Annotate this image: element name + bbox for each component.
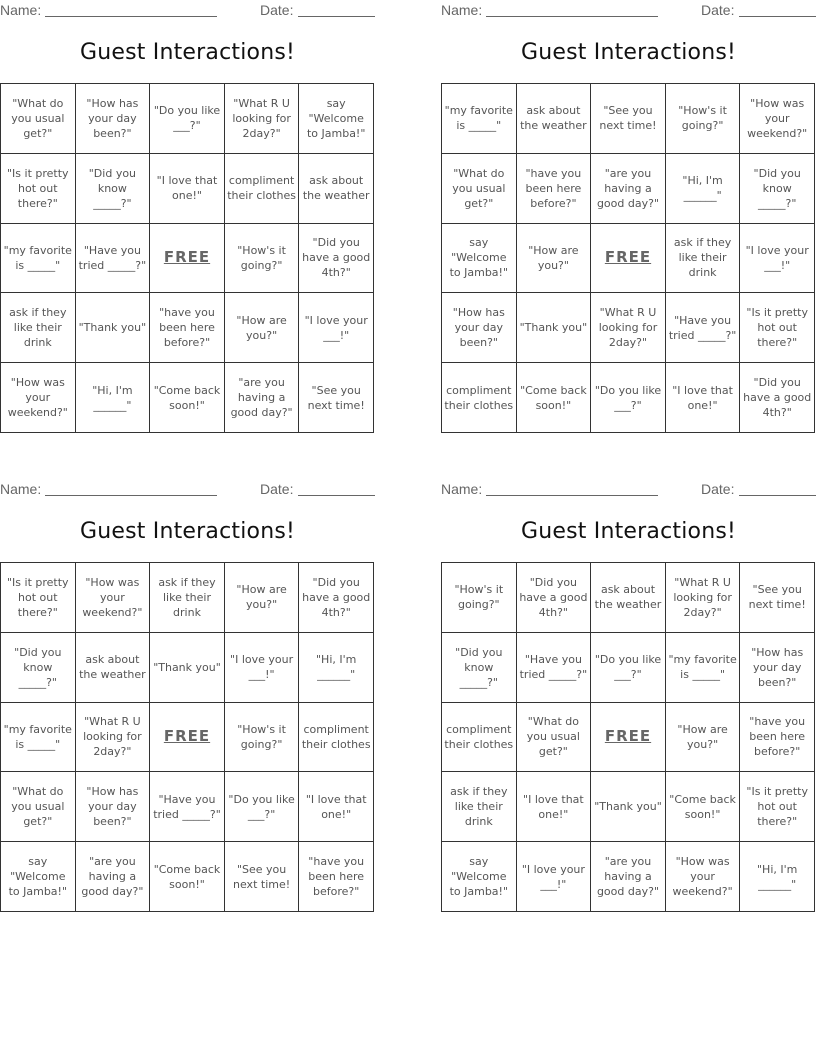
bingo-cell: "have you been here before?" bbox=[299, 842, 374, 912]
bingo-card bbox=[0, 0, 375, 440]
free-space-cell: FREE bbox=[150, 224, 225, 294]
bingo-cell: say "Welcome to Jamba!" bbox=[1, 842, 76, 912]
bingo-cell: "Thank you" bbox=[591, 772, 666, 842]
bingo-cell: "How has your day been?" bbox=[442, 293, 517, 363]
bingo-cell: "What do you usual get?" bbox=[442, 154, 517, 224]
bingo-cell: "See you next time! bbox=[591, 84, 666, 154]
bingo-cell: say "Welcome to Jamba!" bbox=[442, 842, 517, 912]
bingo-cell: "How are you?" bbox=[225, 563, 300, 633]
bingo-cell: "I love your ___!" bbox=[740, 224, 815, 294]
bingo-cell: "See you next time! bbox=[299, 363, 374, 433]
bingo-cell: "Do you like ___?" bbox=[150, 84, 225, 154]
date-label: Date: bbox=[701, 2, 735, 18]
bingo-cell: "Thank you" bbox=[76, 293, 151, 363]
bingo-card bbox=[0, 479, 375, 919]
bingo-cell: "Did you have a good 4th?" bbox=[517, 563, 592, 633]
bingo-cell: "have you been here before?" bbox=[517, 154, 592, 224]
name-label: Name: bbox=[0, 2, 42, 18]
date-label: Date: bbox=[701, 481, 735, 497]
bingo-cell: "What R U looking for 2day?" bbox=[76, 703, 151, 773]
bingo-cell: "Thank you" bbox=[517, 293, 592, 363]
card-title: Guest Interactions! bbox=[79, 40, 296, 65]
bingo-cell: "Did you have a good 4th?" bbox=[299, 224, 374, 294]
bingo-cell: "my favorite is _____" bbox=[1, 703, 76, 773]
bingo-cell: "Did you know _____?" bbox=[442, 633, 517, 703]
bingo-cell: "How's it going?" bbox=[442, 563, 517, 633]
bingo-cell: "What do you usual get?" bbox=[517, 703, 592, 773]
name-label: Name: bbox=[441, 2, 483, 18]
bingo-cell: "I love your ___!" bbox=[299, 293, 374, 363]
bingo-cell: "Did you know _____?" bbox=[1, 633, 76, 703]
bingo-cell: "are you having a good day?" bbox=[76, 842, 151, 912]
bingo-cell: "Come back soon!" bbox=[150, 363, 225, 433]
bingo-cell: "How's it going?" bbox=[666, 84, 741, 154]
name-blank bbox=[45, 16, 217, 17]
bingo-card bbox=[441, 479, 816, 919]
bingo-cell: ask if they like their drink bbox=[666, 224, 741, 294]
bingo-cell: "How are you?" bbox=[666, 703, 741, 773]
date-label: Date: bbox=[260, 2, 294, 18]
free-space-cell: FREE bbox=[150, 703, 225, 773]
bingo-cell: "What do you usual get?" bbox=[1, 772, 76, 842]
bingo-card bbox=[441, 0, 816, 440]
bingo-cell: "my favorite is _____" bbox=[442, 84, 517, 154]
bingo-cell: "How was your weekend?" bbox=[76, 563, 151, 633]
date-blank bbox=[739, 16, 816, 17]
bingo-cell: "Is it pretty hot out there?" bbox=[1, 154, 76, 224]
name-blank bbox=[486, 495, 658, 496]
bingo-cell: ask if they like their drink bbox=[150, 563, 225, 633]
bingo-cell: "What do you usual get?" bbox=[1, 84, 76, 154]
bingo-cell: "Did you know _____?" bbox=[76, 154, 151, 224]
name-date-line bbox=[441, 481, 816, 499]
bingo-cell: "my favorite is _____" bbox=[666, 633, 741, 703]
card-title: Guest Interactions! bbox=[520, 519, 737, 544]
bingo-cell: "Do you like ___?" bbox=[225, 772, 300, 842]
bingo-cell: "How are you?" bbox=[225, 293, 300, 363]
name-date-line bbox=[0, 2, 375, 20]
bingo-cell: "How was your weekend?" bbox=[1, 363, 76, 433]
bingo-cell: "See you next time! bbox=[225, 842, 300, 912]
bingo-cell: "How was your weekend?" bbox=[740, 84, 815, 154]
bingo-cell: ask about the weather bbox=[591, 563, 666, 633]
bingo-grid bbox=[0, 83, 374, 433]
bingo-cell: "Hi, I'm ______" bbox=[666, 154, 741, 224]
bingo-cell: "have you been here before?" bbox=[740, 703, 815, 773]
bingo-cell: "How has your day been?" bbox=[740, 633, 815, 703]
bingo-cell: "Come back soon!" bbox=[517, 363, 592, 433]
bingo-cell: "Hi, I'm ______" bbox=[76, 363, 151, 433]
bingo-cell: ask about the weather bbox=[299, 154, 374, 224]
bingo-cell: "I love your ___!" bbox=[517, 842, 592, 912]
bingo-cell: "What R U looking for 2day?" bbox=[666, 563, 741, 633]
bingo-cell: "How has your day been?" bbox=[76, 772, 151, 842]
bingo-cell: "How has your day been?" bbox=[76, 84, 151, 154]
bingo-cell: compliment their clothes bbox=[299, 703, 374, 773]
bingo-cell: "Do you like ___?" bbox=[591, 363, 666, 433]
date-blank bbox=[298, 495, 375, 496]
bingo-cell: say "Welcome to Jamba!" bbox=[299, 84, 374, 154]
name-date-line bbox=[0, 481, 375, 499]
bingo-cell: ask about the weather bbox=[76, 633, 151, 703]
card-title: Guest Interactions! bbox=[520, 40, 737, 65]
bingo-cell: "I love that one!" bbox=[150, 154, 225, 224]
bingo-cell: "Have you tried _____?" bbox=[150, 772, 225, 842]
bingo-cell: compliment their clothes bbox=[225, 154, 300, 224]
bingo-cell: "How's it going?" bbox=[225, 703, 300, 773]
bingo-cell: "are you having a good day?" bbox=[591, 154, 666, 224]
bingo-cell: "Is it pretty hot out there?" bbox=[1, 563, 76, 633]
bingo-cell: "Hi, I'm ______" bbox=[299, 633, 374, 703]
bingo-cell: "What R U looking for 2day?" bbox=[591, 293, 666, 363]
bingo-cell: "Thank you" bbox=[150, 633, 225, 703]
bingo-cell: "What R U looking for 2day?" bbox=[225, 84, 300, 154]
name-label: Name: bbox=[441, 481, 483, 497]
bingo-cell: say "Welcome to Jamba!" bbox=[442, 224, 517, 294]
name-label: Name: bbox=[0, 481, 42, 497]
bingo-cell: "Did you have a good 4th?" bbox=[299, 563, 374, 633]
bingo-cell: "Is it pretty hot out there?" bbox=[740, 293, 815, 363]
bingo-cell: "Have you tried _____?" bbox=[517, 633, 592, 703]
bingo-cell: "Come back soon!" bbox=[666, 772, 741, 842]
name-blank bbox=[486, 16, 658, 17]
bingo-grid bbox=[441, 83, 815, 433]
bingo-cell: "Did you know _____?" bbox=[740, 154, 815, 224]
bingo-cell: "I love that one!" bbox=[517, 772, 592, 842]
free-space-cell: FREE bbox=[591, 224, 666, 294]
bingo-cell: ask about the weather bbox=[517, 84, 592, 154]
bingo-cell: "I love your ___!" bbox=[225, 633, 300, 703]
bingo-cell: "How was your weekend?" bbox=[666, 842, 741, 912]
bingo-cell: "See you next time! bbox=[740, 563, 815, 633]
date-blank bbox=[298, 16, 375, 17]
name-date-line bbox=[441, 2, 816, 20]
bingo-cell: "are you having a good day?" bbox=[225, 363, 300, 433]
date-label: Date: bbox=[260, 481, 294, 497]
bingo-cell: "Do you like ___?" bbox=[591, 633, 666, 703]
name-blank bbox=[45, 495, 217, 496]
bingo-cell: "my favorite is _____" bbox=[1, 224, 76, 294]
bingo-cell: "I love that one!" bbox=[666, 363, 741, 433]
bingo-cell: "How are you?" bbox=[517, 224, 592, 294]
bingo-cell: "Did you have a good 4th?" bbox=[740, 363, 815, 433]
bingo-cell: ask if they like their drink bbox=[442, 772, 517, 842]
bingo-cell: "How's it going?" bbox=[225, 224, 300, 294]
bingo-cell: ask if they like their drink bbox=[1, 293, 76, 363]
date-blank bbox=[739, 495, 816, 496]
bingo-cell: "Hi, I'm ______" bbox=[740, 842, 815, 912]
bingo-cell: "Have you tried _____?" bbox=[76, 224, 151, 294]
card-title: Guest Interactions! bbox=[79, 519, 296, 544]
bingo-cell: "are you having a good day?" bbox=[591, 842, 666, 912]
bingo-cell: "Is it pretty hot out there?" bbox=[740, 772, 815, 842]
bingo-grid bbox=[441, 562, 815, 912]
bingo-cell: "Have you tried _____?" bbox=[666, 293, 741, 363]
free-space-cell: FREE bbox=[591, 703, 666, 773]
bingo-cell: "have you been here before?" bbox=[150, 293, 225, 363]
bingo-cell: compliment their clothes bbox=[442, 363, 517, 433]
bingo-grid bbox=[0, 562, 374, 912]
bingo-cell: "I love that one!" bbox=[299, 772, 374, 842]
bingo-cell: compliment their clothes bbox=[442, 703, 517, 773]
bingo-cell: "Come back soon!" bbox=[150, 842, 225, 912]
